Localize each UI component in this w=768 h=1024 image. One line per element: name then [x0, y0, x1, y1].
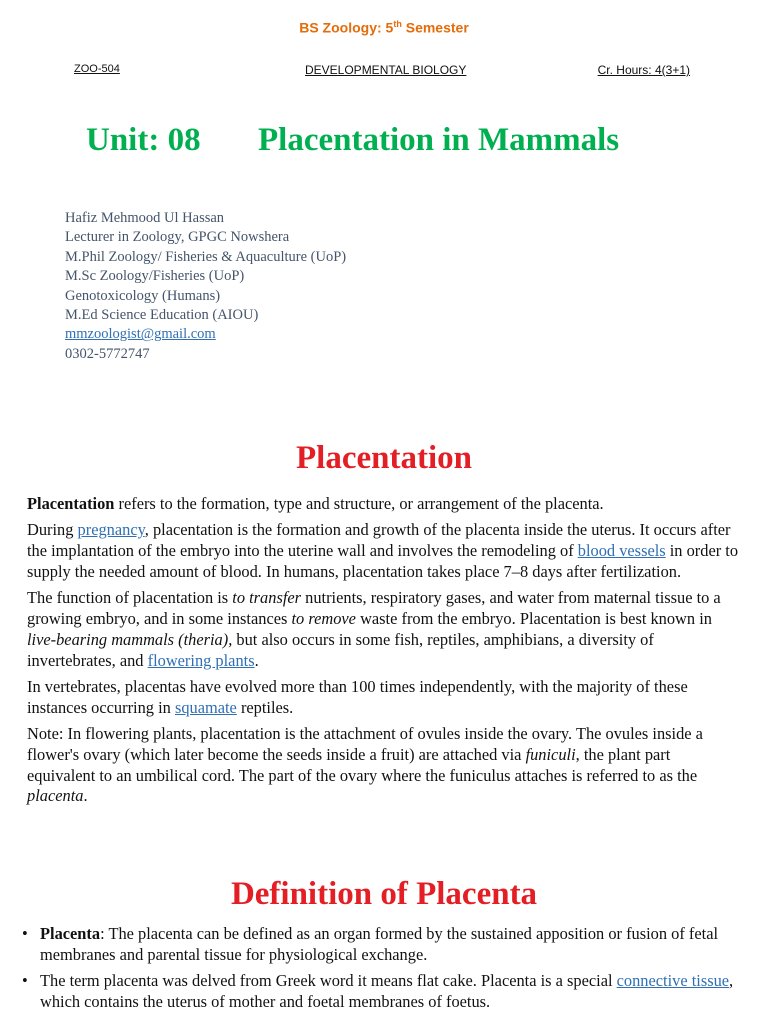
author-qualification: M.Ed Science Education (AIOU) [65, 307, 259, 324]
course-title: DEVELOPMENTAL BIOLOGY [305, 63, 467, 77]
author-info [65, 209, 346, 364]
connective-tissue-link[interactable]: connective tissue [616, 971, 730, 991]
list-item: • The term placenta was delved from Greek word it means flat cake. Placenta is a special connective tissue, which contains the uterus of mother and foetal membranes of foetus. [22, 971, 734, 1011]
author-designation: Lecturer in Zoology, GPGC Nowshera [65, 229, 290, 246]
placentation-body [27, 494, 739, 813]
credit-hours: Cr. Hours: 4(3+1) [597, 63, 690, 77]
unit-title [86, 122, 620, 159]
author-phone: 0302-5772747 [65, 345, 150, 362]
bullet-icon: • [22, 971, 28, 991]
author-name: Hafiz Mehmood Ul Hassan [65, 210, 225, 226]
semester-label: BS Zoology: 5th Semester [299, 19, 469, 36]
course-header [74, 63, 690, 81]
paragraph: The function of placentation is to transfer nutrients, respiratory gases, and water from maternal tissue to a growing embryo, and in some instances to remove waste from the embryo. Placentation is best known in live-bearing mammals (theria), but also occurs in some fish, reptiles, amphibians, a diversity of invertebrates, and flowering plants. [27, 588, 721, 670]
unit-name: Placentation in Mammals [258, 122, 620, 158]
flowering-plants-link[interactable]: flowering plants [147, 650, 255, 670]
author-email-link[interactable]: mmzoologist@gmail.com [65, 326, 216, 343]
bullet-icon: • [22, 924, 28, 943]
list-item: • Placenta: The placenta can be defined as an organ formed by the sustained apposition or fusion of fetal membranes and parental tissue for physiological exchange. [22, 924, 719, 964]
author-qualification: M.Phil Zoology/ Fisheries & Aquaculture (UoP) [65, 248, 347, 265]
paragraph: Note: In flowering plants, placentation is the attachment of ovules inside the ovary. The ovules inside a flower's ovary (which later become the seeds inside a fruit) are attached via funiculi, the plant part equivalent to an umbilical cord. The part of the ovary where the funiculus attaches is referred to as the placenta. [27, 723, 703, 806]
section-heading-definition: Definition of Placenta [230, 876, 538, 912]
pregnancy-link[interactable]: pregnancy [77, 520, 145, 540]
paragraph: During pregnancy, placentation is the formation and growth of the placenta inside the uterus. It occurs after the implantation of the embryo into the uterine wall and involves the remodeling of blood vessels in order to supply the needed amount of blood. In humans, placentation takes place 7–8 days after fertilization. [27, 520, 739, 581]
squamate-link[interactable]: squamate [174, 697, 237, 717]
section-heading-placentation: Placentation [296, 440, 472, 476]
definition-body [22, 924, 742, 1018]
paragraph: Placentation refers to the formation, type and structure, or arrangement of the placenta. [27, 494, 604, 513]
unit-number: Unit: 08 [86, 122, 201, 158]
author-qualification: Genotoxicology (Humans) [65, 287, 221, 304]
blood-vessels-link[interactable]: blood vessels [577, 541, 666, 561]
paragraph: In vertebrates, placentas have evolved more than 100 times independently, with the majority of these instances occurring in squamate reptiles. [27, 676, 688, 717]
author-qualification: M.Sc Zoology/Fisheries (UoP) [65, 268, 245, 285]
course-code: ZOO-504 [74, 63, 120, 75]
